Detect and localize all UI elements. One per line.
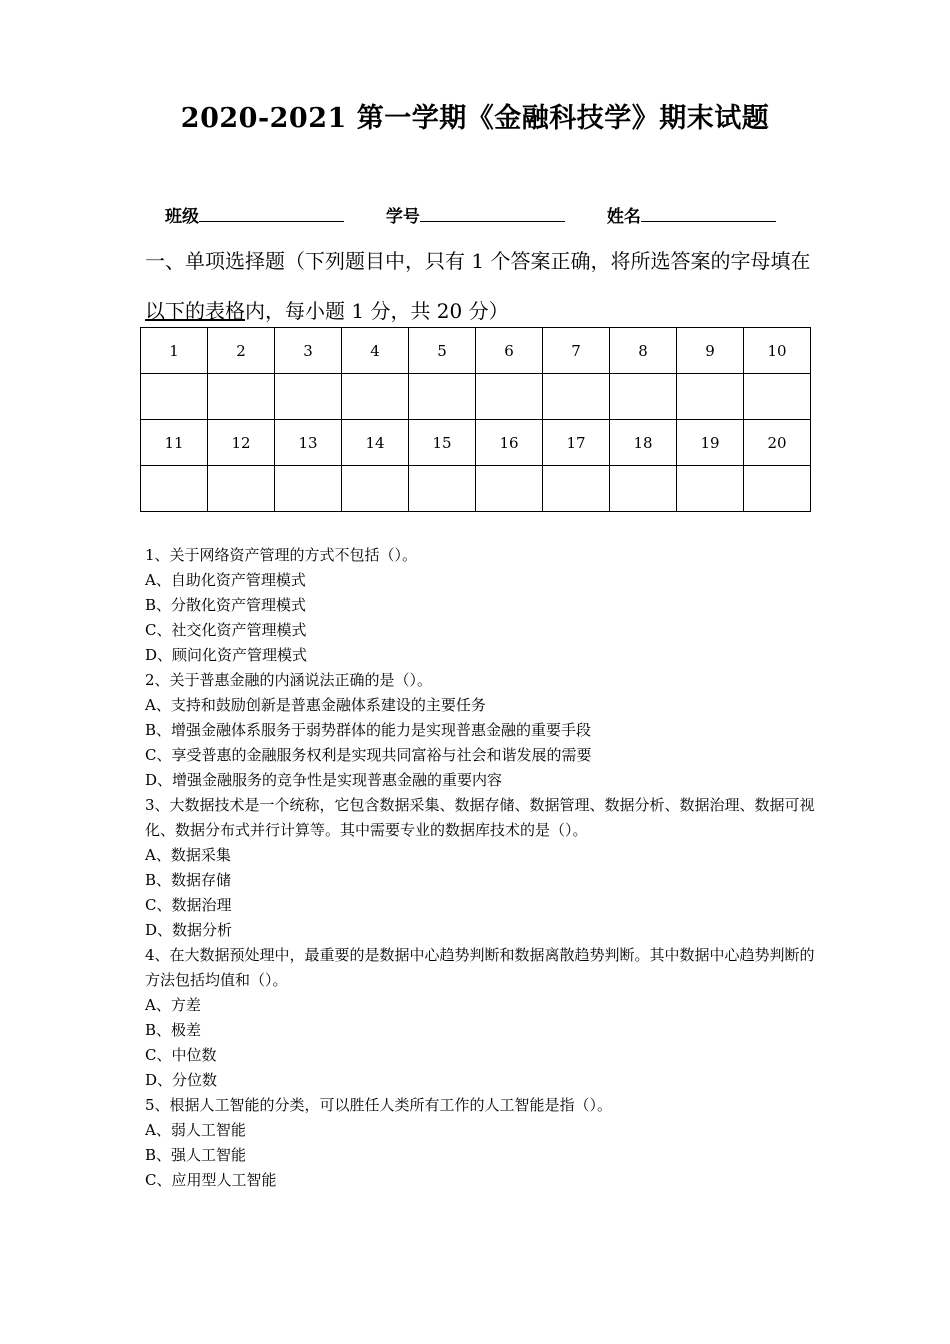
answer-number: 1 — [141, 328, 208, 374]
question-option: A、弱人工智能 — [145, 1121, 246, 1139]
answer-cell[interactable] — [744, 466, 811, 512]
answer-cell[interactable] — [275, 374, 342, 420]
answer-number: 8 — [610, 328, 677, 374]
student-info-row — [165, 202, 812, 227]
answer-cell[interactable] — [610, 466, 677, 512]
name-label: 姓名 — [606, 207, 641, 227]
page-title: 2020-2021 第一学期《金融科技学》期末试题 — [180, 103, 770, 134]
section-heading-part2: 内，每小题 1 分，共 20 分） — [245, 299, 509, 323]
class-blank[interactable] — [199, 205, 344, 222]
answer-cell[interactable] — [275, 466, 342, 512]
answer-number: 13 — [275, 420, 342, 466]
question-option: A、数据采集 — [145, 846, 231, 864]
answer-cell[interactable] — [543, 466, 610, 512]
answer-number: 3 — [275, 328, 342, 374]
answer-cell[interactable] — [342, 374, 409, 420]
question-option: B、极差 — [145, 1021, 202, 1039]
answer-number: 17 — [543, 420, 610, 466]
answer-number: 6 — [476, 328, 543, 374]
answer-cell[interactable] — [141, 374, 208, 420]
question-text: 2、关于普惠金融的内涵说法正确的是（）。 — [145, 671, 433, 689]
id-blank[interactable] — [420, 205, 565, 222]
answer-cell[interactable] — [744, 374, 811, 420]
answer-number: 4 — [342, 328, 409, 374]
question-text: 3、大数据技术是一个统称，它包含数据采集、数据存储、数据管理、数据分析、数据治理、数据可视化、数据分布式并行计算等。其中需要专业的数据库技术的是（）。 — [145, 796, 815, 839]
answer-number: 18 — [610, 420, 677, 466]
answer-number: 11 — [141, 420, 208, 466]
section-heading-part1: 一、单项选择题（下列题目中，只有 1 个答案正确，将所选答案的字母填在 — [145, 249, 811, 273]
question-option: B、强人工智能 — [145, 1146, 247, 1164]
question-option: C、社交化资产管理模式 — [145, 621, 307, 639]
answer-blank-row-2 — [141, 466, 811, 512]
section-heading — [145, 236, 815, 336]
question-option: C、享受普惠的金融服务权利是实现共同富裕与社会和谐发展的需要 — [145, 746, 592, 764]
answer-table — [140, 327, 811, 512]
answer-cell[interactable] — [141, 466, 208, 512]
answer-number: 19 — [677, 420, 744, 466]
question-option: C、应用型人工智能 — [145, 1171, 277, 1189]
class-label: 班级 — [165, 207, 199, 227]
answer-cell[interactable] — [208, 374, 275, 420]
answer-cell[interactable] — [342, 466, 409, 512]
answer-cell[interactable] — [476, 374, 543, 420]
question-option: D、数据分析 — [145, 921, 233, 939]
answer-number: 5 — [409, 328, 476, 374]
question-option: A、支持和鼓励创新是普惠金融体系建设的主要任务 — [145, 696, 486, 714]
answer-number: 2 — [208, 328, 275, 374]
question-option: D、顾问化资产管理模式 — [145, 646, 308, 664]
section-heading-underlined: 以下的表格 — [145, 299, 245, 323]
question-option: C、中位数 — [145, 1046, 217, 1064]
question-text: 5、根据人工智能的分类，可以胜任人类所有工作的人工智能是指（）。 — [145, 1096, 613, 1114]
id-field — [386, 202, 565, 227]
answer-number: 12 — [208, 420, 275, 466]
answer-cell[interactable] — [409, 374, 476, 420]
answer-cell[interactable] — [409, 466, 476, 512]
answer-number: 15 — [409, 420, 476, 466]
question-option: B、增强金融体系服务于弱势群体的能力是实现普惠金融的重要手段 — [145, 721, 592, 739]
answer-cell[interactable] — [208, 466, 275, 512]
answer-cell[interactable] — [677, 374, 744, 420]
question-option: C、数据治理 — [145, 896, 232, 914]
answer-cell[interactable] — [610, 374, 677, 420]
answer-cell[interactable] — [543, 374, 610, 420]
question-option: B、数据存储 — [145, 871, 232, 889]
question-option: D、分位数 — [145, 1071, 218, 1089]
question-option: A、自助化资产管理模式 — [145, 571, 306, 589]
answer-number: 9 — [677, 328, 744, 374]
answer-number-row-2 — [141, 420, 811, 466]
answer-cell[interactable] — [677, 466, 744, 512]
question-option: B、分散化资产管理模式 — [145, 596, 307, 614]
answer-number: 20 — [744, 420, 811, 466]
name-field — [607, 202, 776, 227]
answer-number: 14 — [342, 420, 409, 466]
answer-number: 7 — [543, 328, 610, 374]
question-option: D、增强金融服务的竞争性是实现普惠金融的重要内容 — [145, 771, 503, 789]
id-label: 学号 — [385, 207, 420, 227]
answer-number: 10 — [744, 328, 811, 374]
question-text: 1、关于网络资产管理的方式不包括（）。 — [145, 546, 418, 564]
answer-blank-row-1 — [141, 374, 811, 420]
question-option: A、方差 — [145, 996, 201, 1014]
name-blank[interactable] — [641, 205, 776, 222]
answer-cell[interactable] — [476, 466, 543, 512]
class-field — [165, 202, 344, 227]
answer-number: 16 — [476, 420, 543, 466]
answer-number-row-1 — [141, 328, 811, 374]
question-text: 4、在大数据预处理中，最重要的是数据中心趋势判断和数据离散趋势判断。其中数据中心趋势判断的方法包括均值和（）。 — [145, 946, 815, 989]
question-list — [145, 543, 815, 1193]
